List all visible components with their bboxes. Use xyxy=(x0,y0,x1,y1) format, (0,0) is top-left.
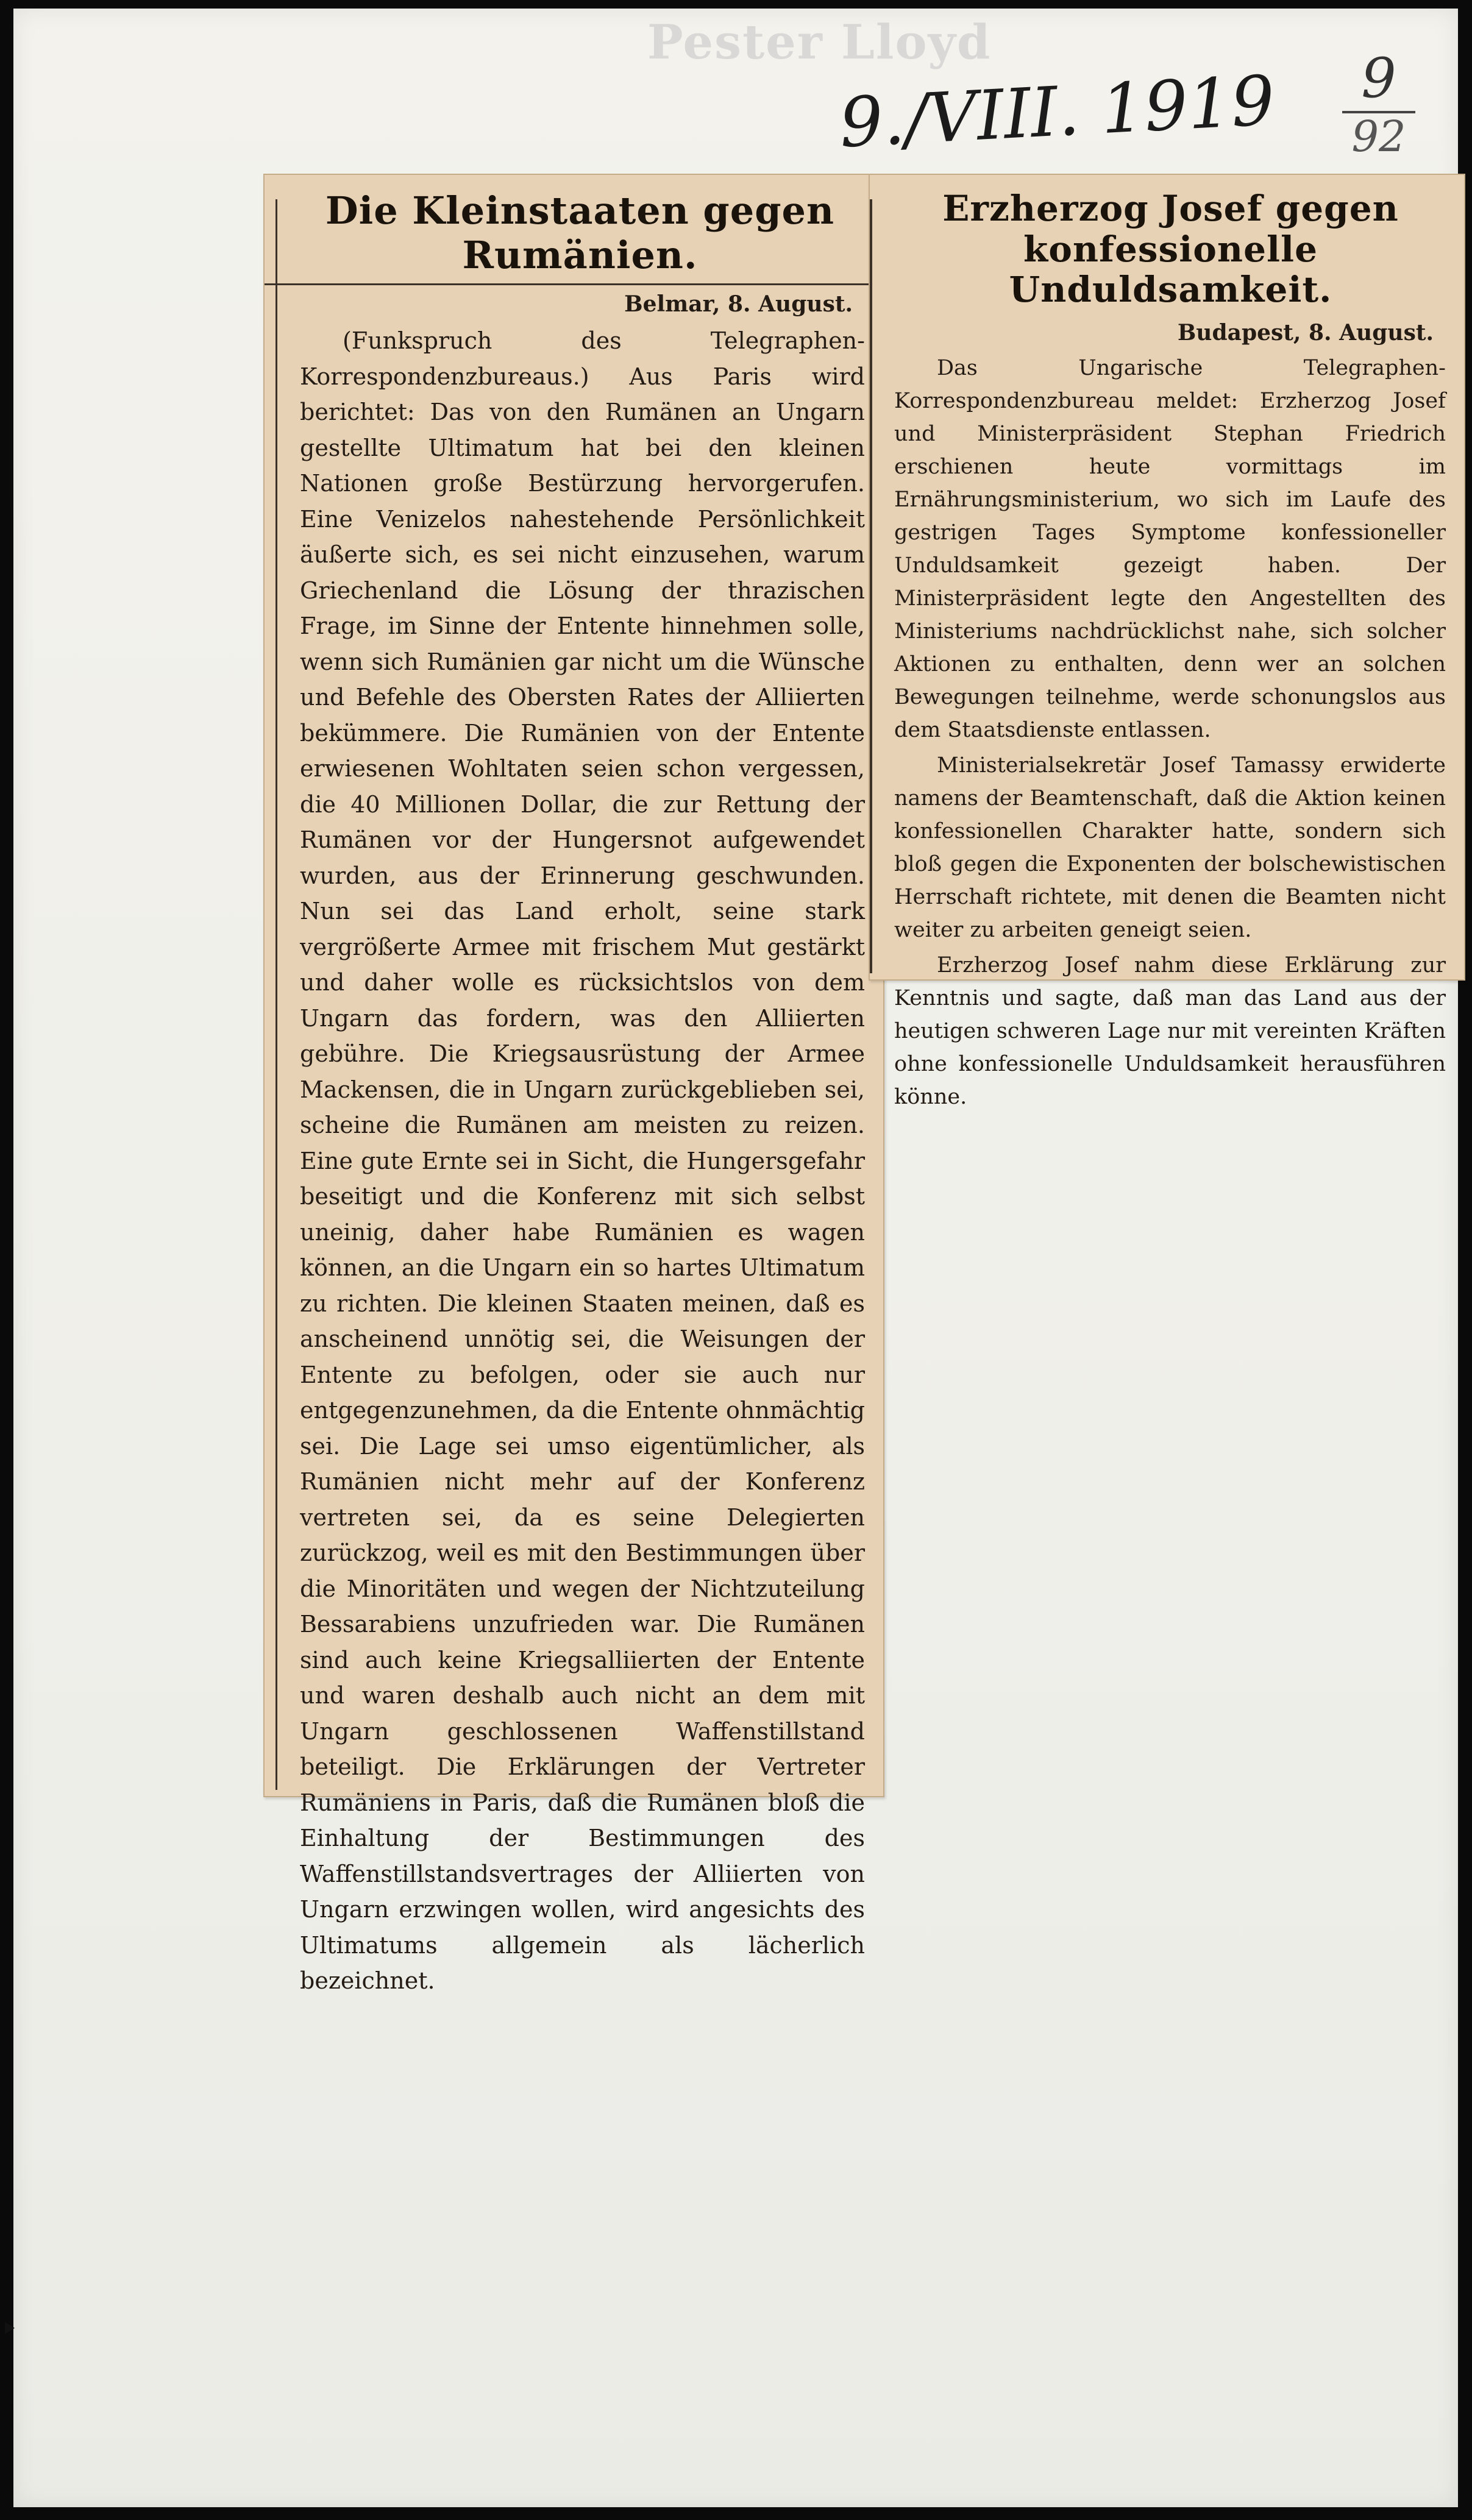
article-left-body: (Funkspruch des Telegraphen-Korrespondenzbureaus.) Aus Paris wird berichtet: Das von den Rumänen an Ungarn gestellte Ultimatum hat bei den kleinen Nationen große Bestürzung hervorgerufen. Eine Venizelos nahestehende Persönlichkeit äußerte sich, es sei nicht einzusehen, warum Griechenland die Lösung der thrazischen Frage, im Sinne der Entente hinnehmen solle, wenn sich Rumänien gar nicht um die Wünsche und Befehle des Obersten Rates der Alliierten bekümmere. Die Rumänien von der Entente erwiesenen Wohltaten seien schon vergessen, die 40 Millionen Dollar, die zur Rettung der Rumänen vor der Hungersnot aufgewendet wurden, aus der Erinnerung geschwunden. Nun sei das Land erholt, seine stark vergrößerte Armee mit frischem Mut gestärkt und daher wolle es rücksichtslos von dem Ungarn das fordern, was den Alliierten gebühre. Die Kriegsausrüstung der Armee Mackensen, die in Ungarn zurückgeblieben sei, scheine die Rumänen am meisten zu reizen. Eine gute Ernte sei in Sicht, die Hungersgefahr beseitigt und die Konferenz mit sich selbst uneinig, daher habe Rumänien es wagen können, an die Ungarn ein so hartes Ultimatum zu richten. Die kleinen Staaten meinen, daß es anscheinend unnötig sei, die Weisungen der Entente zu befolgen, oder sie auch nur entgegenzunehmen, da die Entente ohnmächtig sei. Die Lage sei umso eigentümlicher, als Rumänien nicht mehr auf der Konferenz vertreten sei, da es seine Delegierten zurückzog, weil es mit den Bestimmungen über die Minoritäten und wegen der Nichtzuteilung Bessarabiens unzufrieden war. Die Rumänen sind auch keine Kriegsalliierten der Entente und waren deshalb auch nicht an dem mit Ungarn geschlossenen Waffenstillstand beteiligt. Die Erklärungen der Vertreter Rumäniens in Paris, daß die Rumänen bloß die Einhaltung der Bestimmungen des Waffenstillstandsvertrages der Alliierten von Ungarn erzwingen wollen, wird angesichts des Ultimatums allgemein als lächerlich bezeichnet. xyxy=(300,327,865,1994)
article-right-paragraph: Ministerialsekretär Josef Tamassy erwiderte namens der Beamtenschaft, daß die Aktion keinen konfessionellen Charakter hatte, sondern sich bloß gegen die Exponenten der bolschewistischen Herrschaft richtete, mit denen die Beamten nicht weiter zu arbeiten geneigt seien. xyxy=(894,753,1446,943)
article-right-paragraph: Das Ungarische Telegraphen-Korrespondenzbureau meldet: Erzherzog Josef und Ministerpräsident Stephan Friedrich erschienen heute vormittags im Ernährungsministerium, wo sich im Laufe des gestrigen Tages Symptome konfessioneller Unduldsamkeit gezeigt haben. Der Ministerpräsident legte den Angestellten des Ministeriums nachdrücklichst nahe, sich solcher Aktionen zu enthalten, denn wer an solchen Bewegungen teilnehme, werde schonungslos aus dem Staatsdienste entlassen. xyxy=(894,356,1446,743)
article-right-dateline: Budapest, 8. August. xyxy=(1177,320,1434,346)
article-right-headline: Erzherzog Josef gegen konfessionelle Unduldsamkeit. xyxy=(942,188,1399,311)
folio-number xyxy=(1342,46,1415,161)
article-right-paragraph: Erzherzog Josef nahm diese Erklärung zur Kenntnis und sagte, daß man das Land aus der heutigen schweren Lage nur mit vereinten Kräften ohne konfessionelle Unduldsamkeit herausführen könne. xyxy=(894,953,1446,1110)
clipping-rule xyxy=(276,199,277,1790)
article-left-dateline: Belmar, 8. August. xyxy=(624,291,853,317)
handwritten-date: 9./VIII. 1919 xyxy=(837,61,1277,163)
edge-marker-icon xyxy=(5,2322,15,2334)
clipping-right xyxy=(869,174,1465,1110)
newspaper-stamp: Pester Lloyd xyxy=(647,15,992,70)
clipping-left xyxy=(263,174,884,1994)
folio-bottom: 92 xyxy=(1351,112,1406,161)
article-left-headline: Die Kleinstaaten gegen Rumänien. xyxy=(265,175,883,285)
clipping-rule xyxy=(870,199,872,973)
folio-top: 9 xyxy=(1342,51,1415,113)
